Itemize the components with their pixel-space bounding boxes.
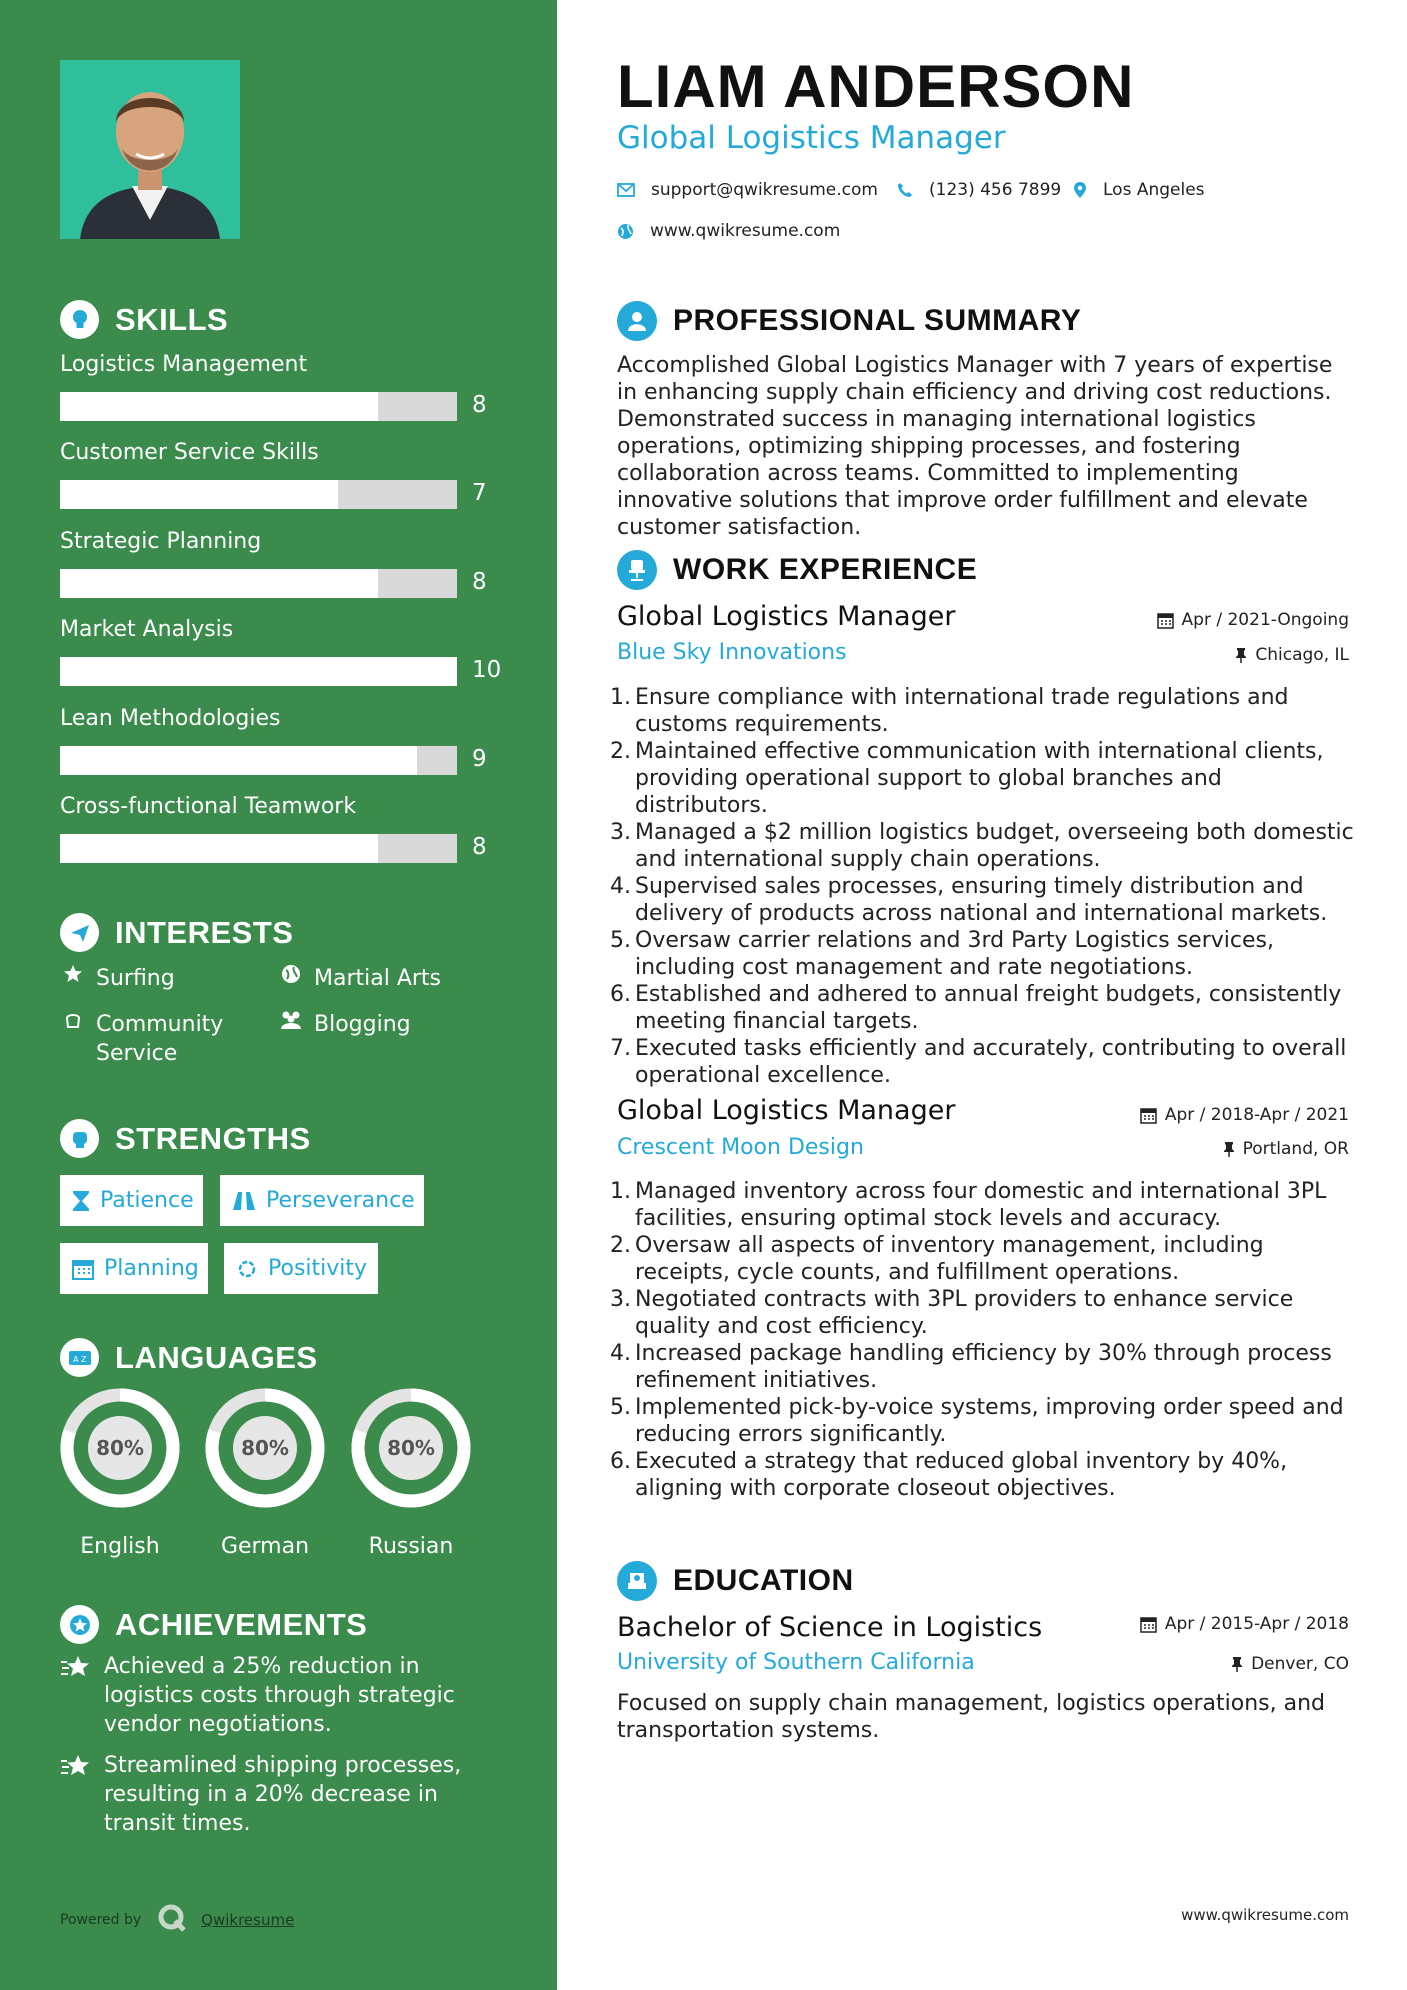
badge-star-icon xyxy=(60,1605,99,1644)
contact-location: Los Angeles xyxy=(1073,180,1205,200)
language-name: English xyxy=(80,1534,160,1559)
strengths-heading: STRENGTHS xyxy=(60,1119,311,1158)
user-icon xyxy=(617,301,657,341)
pushpin-icon xyxy=(1231,1656,1243,1673)
skill-name: Logistics Management xyxy=(60,352,308,377)
work-heading: WORK EXPERIENCE xyxy=(617,550,977,590)
skill-item xyxy=(60,440,500,506)
skill-level: 8 xyxy=(472,834,487,860)
education-dates: Apr / 2015-Apr / 2018 xyxy=(1140,1614,1349,1634)
strength-badge: Planning xyxy=(60,1243,208,1294)
skill-name: Strategic Planning xyxy=(60,529,262,554)
education-heading: EDUCATION xyxy=(617,1561,854,1601)
star-burst-icon xyxy=(60,1751,94,1838)
skill-bar-fill xyxy=(60,392,378,421)
contact-phone: (123) 456 7899 xyxy=(897,180,1061,200)
candidate-role: Global Logistics Manager xyxy=(617,120,1006,156)
pushpin-icon xyxy=(1235,647,1247,664)
calendar-icon xyxy=(1140,1616,1157,1633)
main-content xyxy=(617,0,1354,1990)
contact-email: support@qwikresume.com xyxy=(617,180,878,200)
skill-level: 7 xyxy=(472,480,487,506)
skill-bar-fill xyxy=(60,657,457,686)
skill-bar xyxy=(60,657,457,686)
language-level-label: 80% xyxy=(241,1436,289,1460)
skill-bar-fill xyxy=(60,480,338,509)
achievement-item: Achieved a 25% reduction in logistics costs through strategic vendor negotiations. xyxy=(60,1652,500,1739)
star-burst-icon xyxy=(60,1652,94,1739)
interest-item: Community Service xyxy=(60,1010,260,1068)
star-icon xyxy=(60,964,86,984)
hand-icon xyxy=(60,1010,86,1030)
duty-item: Established and adhered to annual freight budgets, consistently meeting financial targets. xyxy=(635,982,1342,1034)
skill-bar xyxy=(60,392,457,421)
skill-name: Cross-functional Teamwork xyxy=(60,794,357,819)
language-level-label: 80% xyxy=(96,1436,144,1460)
degree-title: Bachelor of Science in Logistics xyxy=(617,1612,1043,1643)
pushpin-icon xyxy=(1223,1141,1235,1158)
strength-badge: Patience xyxy=(60,1175,203,1226)
strength-badge: Perseverance xyxy=(220,1175,424,1226)
lightbulb-icon xyxy=(60,300,99,339)
sidebar xyxy=(0,0,557,1990)
skill-item xyxy=(60,352,500,418)
skill-item xyxy=(60,617,502,683)
calendar-icon xyxy=(72,1258,94,1280)
skill-name: Customer Service Skills xyxy=(60,440,319,465)
language-item xyxy=(205,1388,325,1559)
job-location: Portland, OR xyxy=(1223,1139,1349,1159)
language-name: German xyxy=(220,1534,310,1559)
duty-item: Managed a $2 million logistics budget, overseeing both domestic and international supply chain operations. xyxy=(635,820,1354,872)
summary-text: Accomplished Global Logistics Manager with 7 years of expertise in enhancing supply chain efficiency and driving cost reductions. Demonstrated success in managing international logistics operations, optimizing shipping processes, and fostering collaboration across teams. Committed to implementing innovative solutions that improve order fulfillment and elevate customer satisfaction. xyxy=(617,353,1333,540)
globe-icon xyxy=(278,964,304,984)
skill-bar-fill xyxy=(60,834,378,863)
skill-bar xyxy=(60,480,457,509)
translate-icon xyxy=(60,1338,99,1377)
duty-item: Executed a strategy that reduced global inventory by 40%, aligning with corporate closeout objectives. xyxy=(635,1449,1288,1501)
school-name: University of Southern California xyxy=(617,1650,975,1675)
skill-level: 8 xyxy=(472,392,487,418)
skill-bar xyxy=(60,746,457,775)
achievement-item: Streamlined shipping processes, resulting in a 20% decrease in transit times. xyxy=(60,1751,500,1838)
duty-item: Executed tasks efficiently and accurately, contributing to overall operational excellence. xyxy=(635,1036,1347,1088)
duty-item: Negotiated contracts with 3PL providers to enhance service quality and cost efficiency. xyxy=(635,1287,1294,1339)
office-chair-icon xyxy=(617,550,657,590)
calendar-icon xyxy=(1157,612,1174,629)
job-location: Chicago, IL xyxy=(1235,645,1349,665)
job-duties xyxy=(617,1178,1357,1502)
hourglass-icon xyxy=(72,1190,90,1212)
duty-item: Implemented pick-by-voice systems, improving order speed and reducing errors significantly. xyxy=(635,1395,1344,1447)
contact-website: www.qwikresume.com xyxy=(617,221,840,241)
sun-icon xyxy=(236,1258,258,1280)
globe-icon xyxy=(617,223,634,240)
map-pin-icon xyxy=(1073,181,1087,199)
skills-heading: SKILLS xyxy=(60,300,228,339)
road-icon xyxy=(232,1191,256,1211)
duty-item: Supervised sales processes, ensuring timely distribution and delivery of products across national and international markets. xyxy=(635,874,1328,926)
skill-name: Lean Methodologies xyxy=(60,706,281,731)
candidate-name: LIAM ANDERSON xyxy=(617,53,1135,120)
language-item xyxy=(351,1388,471,1559)
graduation-cap-icon xyxy=(617,1561,657,1601)
job-dates: Apr / 2018-Apr / 2021 xyxy=(1140,1105,1349,1125)
interests-heading: INTERESTS xyxy=(60,913,293,952)
skill-level: 8 xyxy=(472,569,487,595)
duty-item: Managed inventory across four domestic and international 3PL facilities, ensuring optimal stock levels and accuracy. xyxy=(635,1179,1327,1231)
qwikresume-logo-icon xyxy=(157,1903,187,1937)
skill-item xyxy=(60,794,500,860)
skill-item xyxy=(60,706,500,772)
duty-item: Increased package handling efficiency by 30% through process refinement initiatives. xyxy=(635,1341,1332,1393)
job-company: Blue Sky Innovations xyxy=(617,640,847,665)
duty-item: Oversaw all aspects of inventory management, including receipts, cycle counts, and fulfillment operations. xyxy=(635,1233,1264,1285)
skill-bar-fill xyxy=(60,569,378,598)
duty-item: Oversaw carrier relations and 3rd Party Logistics services, including cost management and rate negotiations. xyxy=(635,928,1274,980)
language-ring xyxy=(60,1388,180,1508)
profile-photo xyxy=(60,60,240,239)
languages-heading: A Z LANGUAGES xyxy=(60,1338,318,1377)
language-ring xyxy=(351,1388,471,1508)
skill-level: 9 xyxy=(472,746,487,772)
interest-item: Blogging xyxy=(278,1010,411,1039)
skill-bar-fill xyxy=(60,746,417,775)
fist-icon xyxy=(60,1119,99,1158)
job-company: Crescent Moon Design xyxy=(617,1135,864,1160)
interest-item: Surfing xyxy=(60,964,175,993)
powered-by: Powered by Qwikresume xyxy=(60,1903,294,1937)
language-name: Russian xyxy=(368,1534,454,1559)
envelope-icon xyxy=(617,183,635,197)
qwikresume-link[interactable]: Qwikresume xyxy=(201,1911,295,1929)
job-dates: Apr / 2021-Ongoing xyxy=(1157,610,1349,630)
paper-plane-icon xyxy=(60,913,99,952)
education-description: Focused on supply chain management, logistics operations, and transportation systems. xyxy=(617,1691,1325,1743)
users-icon xyxy=(278,1010,304,1030)
phone-icon xyxy=(897,182,913,198)
skill-item xyxy=(60,529,500,595)
education-location: Denver, CO xyxy=(1231,1654,1349,1674)
language-level-label: 80% xyxy=(387,1436,435,1460)
interest-item: Martial Arts xyxy=(278,964,441,993)
strength-badge: Positivity xyxy=(224,1243,378,1294)
skill-bar xyxy=(60,569,457,598)
footer-website: www.qwikresume.com xyxy=(1181,1906,1349,1924)
duty-item: Ensure compliance with international trade regulations and customs requirements. xyxy=(635,685,1289,737)
job-title: Global Logistics Manager xyxy=(617,601,956,632)
skill-level: 10 xyxy=(472,657,502,683)
achievements-heading: ACHIEVEMENTS xyxy=(60,1605,367,1644)
summary-heading: PROFESSIONAL SUMMARY xyxy=(617,301,1081,341)
skill-bar xyxy=(60,834,457,863)
job-duties xyxy=(617,684,1357,1089)
skill-name: Market Analysis xyxy=(60,617,234,642)
language-ring xyxy=(205,1388,325,1508)
job-title: Global Logistics Manager xyxy=(617,1095,956,1126)
duty-item: Maintained effective communication with international clients, providing operational support to global branches and distributors. xyxy=(635,739,1324,818)
calendar-icon xyxy=(1140,1107,1157,1124)
language-item xyxy=(60,1388,180,1559)
svg-text:A Z: A Z xyxy=(72,1354,86,1364)
